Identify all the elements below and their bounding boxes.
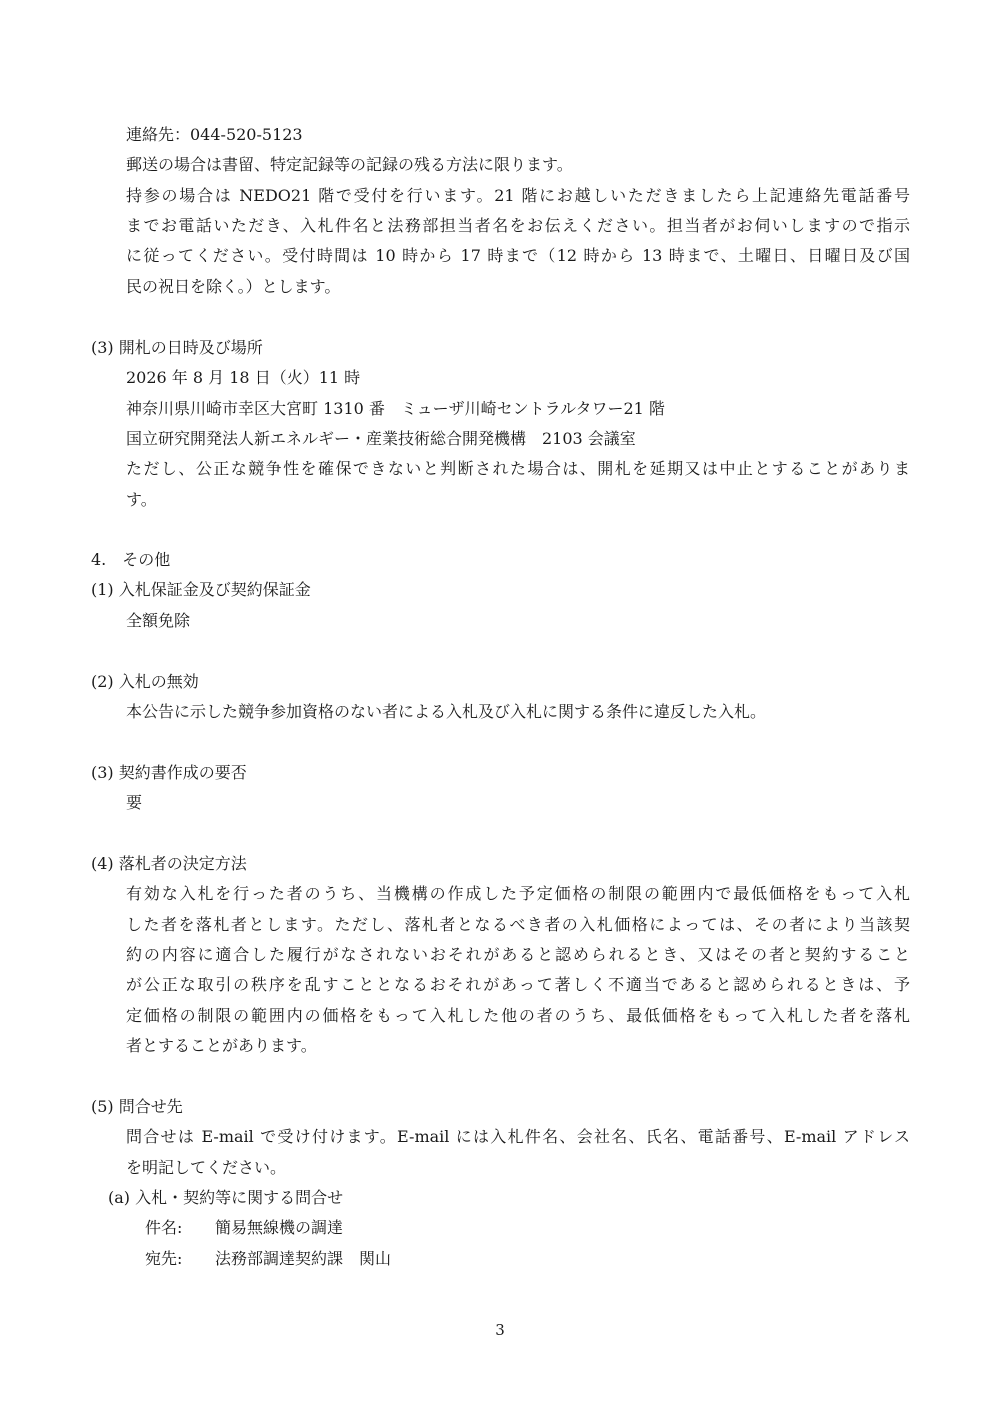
contract-doc-text: 要 — [126, 793, 143, 812]
recipient-label: 宛先: — [145, 1249, 183, 1268]
deposit-text: 全額免除 — [126, 611, 191, 630]
delivery-line: までお電話いただき、入札件名と法務部担当者名をお伝えください。担当者がお伺いしますので指示 — [126, 216, 910, 235]
inquiry-line: を明記してください。 — [126, 1158, 287, 1177]
delivery-line: に従ってください。受付時間は 10 時から 17 時まで（12 時から 13 時まで、土曜日、日曜日及び国 — [126, 246, 910, 265]
winner-line: 約の内容に適合した履行がなされないおそれがあると認められるとき、又はその者と契約すること — [126, 945, 910, 964]
inquiry-sub-heading: (a) 入札・契約等に関する問合せ — [108, 1188, 344, 1207]
winner-line: した者を落札者とします。ただし、落札者となるべき者の入札価格によっては、その者により当該契 — [126, 915, 910, 934]
winner-heading: (4) 落札者の決定方法 — [91, 854, 247, 873]
winner-line: が公正な取引の秩序を乱すこととなるおそれがあって著しく不適当であると認められるときは、予 — [126, 975, 910, 994]
contact-phone: 連絡先：044-520-5123 — [126, 125, 303, 144]
contract-doc-heading: (3) 契約書作成の要否 — [91, 763, 247, 782]
invalid-text: 本公告に示した競争参加資格のない者による入札及び入札に関する条件に違反した入札。 — [126, 702, 767, 721]
opening-note: ただし、公正な競争性を確保できないと判断された場合は、開札を延期又は中止とすることがありま — [126, 459, 910, 478]
opening-note: す。 — [126, 490, 157, 509]
invalid-heading: (2) 入札の無効 — [91, 672, 199, 691]
opening-heading: (3) 開札の日時及び場所 — [91, 338, 263, 357]
recipient-value: 法務部調達契約課 関山 — [215, 1249, 392, 1268]
subject-value: 簡易無線機の調達 — [215, 1218, 344, 1237]
mail-note: 郵送の場合は書留、特定記録等の記録の残る方法に限ります。 — [126, 155, 573, 174]
deposit-heading: (1) 入札保証金及び契約保証金 — [91, 580, 311, 599]
subject-label: 件名: — [145, 1218, 183, 1237]
winner-line: 有効な入札を行った者のうち、当機構の作成した予定価格の制限の範囲内で最低価格をもって入札 — [126, 884, 910, 903]
winner-line: 者とすることがあります。 — [126, 1036, 317, 1055]
winner-line: 定価格の制限の範囲内の価格をもって入札した他の者のうち、最低価格をもって入札した者を落札 — [126, 1006, 910, 1025]
opening-room: 国立研究開発法人新エネルギー・産業技術総合開発機構 2103 会議室 — [126, 429, 636, 448]
page-number: 3 — [495, 1321, 505, 1339]
opening-datetime: 2026 年 8 月 18 日（火）11 時 — [126, 368, 361, 387]
opening-address: 神奈川県川崎市幸区大宮町 1310 番 ミューザ川崎セントラルタワー21 階 — [126, 399, 665, 418]
section-heading: 4. その他 — [91, 550, 171, 569]
inquiry-heading: (5) 問合せ先 — [91, 1097, 183, 1116]
inquiry-line: 問合せは E-mail で受け付けます。E-mail には入札件名、会社名、氏名、電話番号、E-mail アドレス — [126, 1127, 910, 1146]
delivery-line: 持参の場合は NEDO21 階で受付を行います。21 階にお越しいただきましたら上記連絡先電話番号 — [126, 186, 910, 205]
delivery-line: 民の祝日を除く。）とします。 — [126, 277, 341, 296]
